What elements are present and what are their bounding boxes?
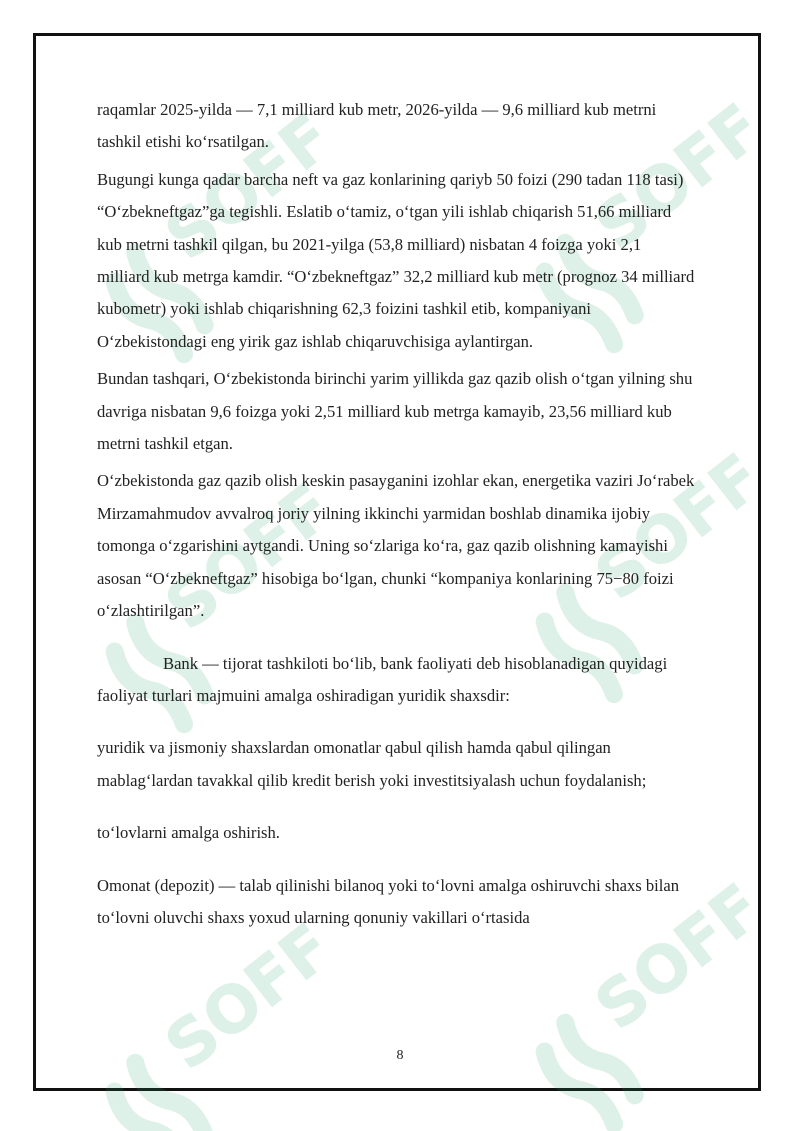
page-number: 8 bbox=[396, 1048, 404, 1063]
list-item: toʻlovlarni amalga oshirish. bbox=[97, 823, 280, 843]
document-body bbox=[97, 94, 697, 934]
paragraph: Oʻzbekistonda gaz qazib olish keskin pasayganini izohlar ekan, energetika vaziri Joʻrabek Mirzamahmudov avvalroq joriy yilning ikkinchi yarmidan boshlab dinamika ijobiy tomonga oʻzgarishini aytgandi. Uning soʻzlariga koʻra, gaz qazib olishning kamayishi asosan “Oʻzbekneftgaz” hisobiga boʻlgan, chunki “kompaniya konlarining 75−80 foizi oʻzlashtirilgan”. bbox=[97, 471, 695, 621]
paragraph: Bundan tashqari, Oʻzbekistonda birinchi yarim yillikda gaz qazib olish oʻtgan yilning shu davriga nisbatan 9,6 foizga yoki 2,51 milliard kub metrga kamayib, 23,56 milliard kub metrni tashkil etgan. bbox=[97, 369, 693, 454]
paragraph: raqamlar 2025-yilda — 7,1 milliard kub metr, 2026-yilda — 9,6 milliard kub metrni tashkil etishi koʻrsatilgan. bbox=[97, 100, 657, 152]
paragraph: Bank — tijorat tashkiloti boʻlib, bank faoliyati deb hisoblanadigan quyidagi faoliyat turlari majmuini amalga oshiradigan yuridik shaxsdir: bbox=[97, 653, 668, 705]
paragraph: Bugungi kunga qadar barcha neft va gaz konlarining qariyb 50 foizi (290 tadan 118 tasi) “Oʻzbekneftgaz”ga tegishli. Eslatib oʻtamiz, oʻtgan yili ishlab chiqarish 51,66 milliard kub metrni tashkil qilgan, bu 2021-yilga (53,8 milliard) nisbatan 4 foizga yoki 2,1 milliard kub metrga kamdir. “Oʻzbekneftgaz” 32,2 milliard kub metr (prognoz 34 milliard kubometr) yoki ishlab chiqarishning 62,3 foizini tashkil etib, kompaniyani Oʻzbekistondagi eng yirik gaz ishlab chiqaruvchisiga aylantirgan. bbox=[97, 169, 695, 351]
list-item: yuridik va jismoniy shaxslardan omonatlar qabul qilish hamda qabul qilingan mablagʻlardan tavakkal qilib kredit berish yoki investitsiyalash uchun foydalanish; bbox=[97, 738, 647, 790]
watermark-layer: SOFF bbox=[0, 0, 800, 1131]
paragraph: Omonat (depozit) — talab qilinishi bilanoq yoki toʻlovni amalga oshiruvchi shaxs bilan toʻlovni oluvchi shaxs yoxud ularning qonuniy vakillari oʻrtasida bbox=[97, 875, 680, 927]
